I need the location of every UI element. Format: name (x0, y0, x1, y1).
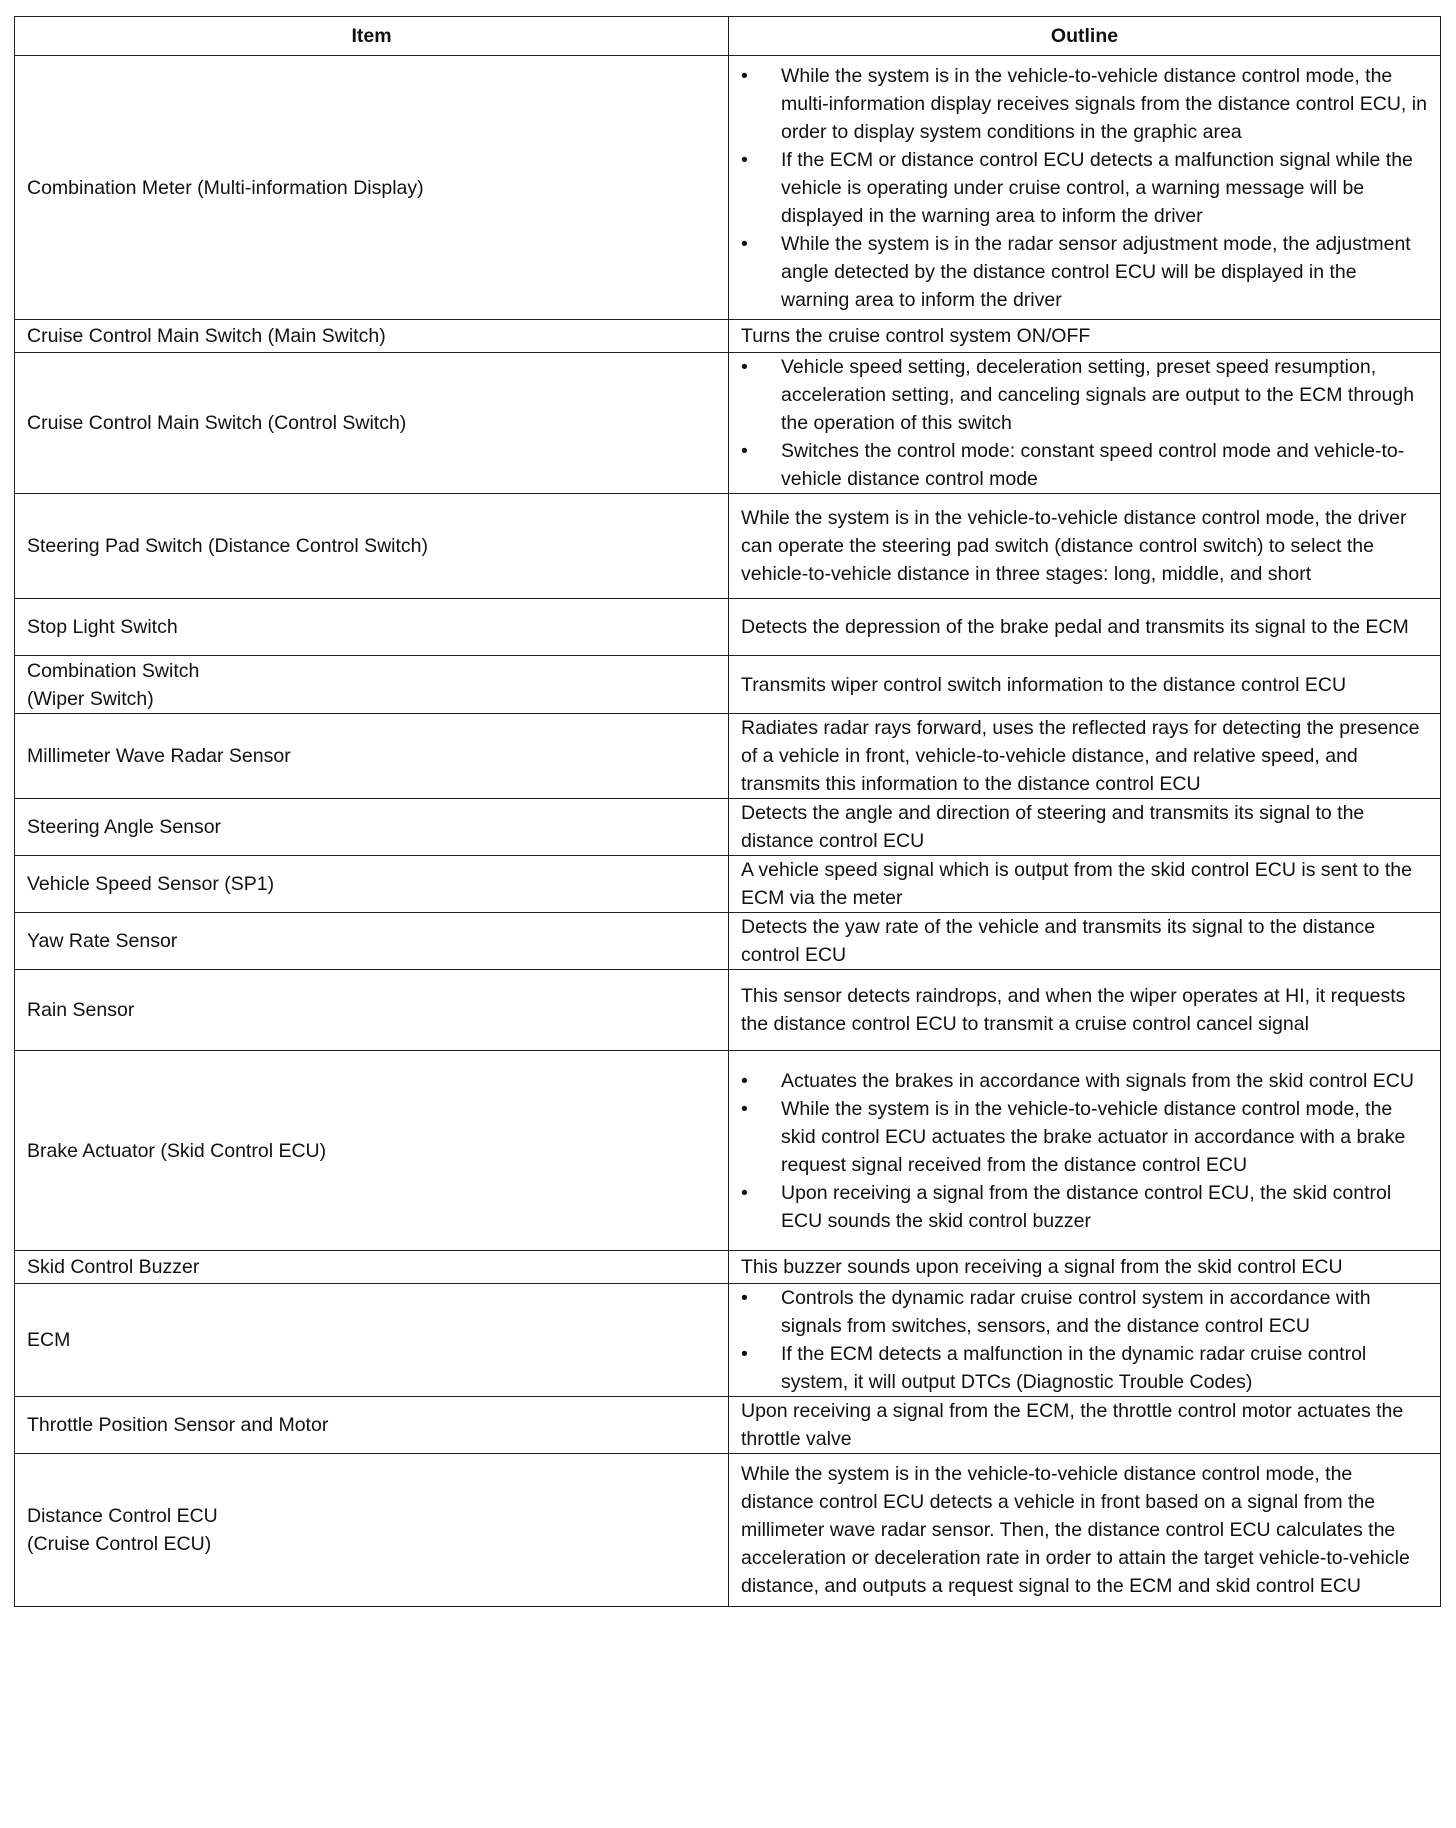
table-row (15, 714, 1441, 799)
outline-cell: This sensor detects raindrops, and when the wiper operates at HI, it requests the distance control ECU to transmit a cruise control cancel signal (729, 970, 1441, 1051)
outline-cell (729, 1051, 1441, 1251)
outline-bullet-item: • Controls the dynamic radar cruise control system in accordance with signals from switches, sensors, and the distance control ECU (741, 1284, 1428, 1340)
outline-cell: Detects the depression of the brake pedal and transmits its signal to the ECM (729, 599, 1441, 656)
outline-cell: Detects the yaw rate of the vehicle and transmits its signal to the distance control ECU (729, 913, 1441, 970)
outline-cell: Detects the angle and direction of steering and transmits its signal to the distance control ECU (729, 799, 1441, 856)
item-cell: Combination Switch (Wiper Switch) (15, 656, 729, 714)
item-cell: Skid Control Buzzer (15, 1251, 729, 1284)
item-cell: Steering Angle Sensor (15, 799, 729, 856)
outline-bullet-item: • If the ECM detects a malfunction in the dynamic radar cruise control system, it will output DTCs (Diagnostic Trouble Codes) (741, 1340, 1428, 1396)
item-cell: Brake Actuator (Skid Control ECU) (15, 1051, 729, 1251)
outline-cell: Upon receiving a signal from the ECM, the throttle control motor actuates the throttle valve (729, 1397, 1441, 1454)
table-row (15, 1397, 1441, 1454)
outline-bullet-item: • If the ECM or distance control ECU detects a malfunction signal while the vehicle is operating under cruise control, a warning message will be displayed in the warning area to inform the driver (741, 146, 1428, 230)
table-row (15, 1454, 1441, 1607)
header-item: Item (15, 17, 729, 56)
table-row (15, 970, 1441, 1051)
item-cell: Cruise Control Main Switch (Control Switch) (15, 353, 729, 494)
table-row (15, 656, 1441, 714)
item-cell: Cruise Control Main Switch (Main Switch) (15, 320, 729, 353)
item-cell: ECM (15, 1284, 729, 1397)
item-cell: Steering Pad Switch (Distance Control Switch) (15, 494, 729, 599)
outline-bullet-list (741, 1067, 1428, 1235)
outline-bullet-item: • While the system is in the radar sensor adjustment mode, the adjustment angle detected by the distance control ECU will be displayed in the warning area to inform the driver (741, 230, 1428, 314)
item-cell: Combination Meter (Multi-information Display) (15, 56, 729, 320)
outline-bullet-list (741, 62, 1428, 314)
outline-cell (729, 1284, 1441, 1397)
outline-cell (729, 56, 1441, 320)
outline-bullet-item: • While the system is in the vehicle-to-vehicle distance control mode, the skid control ECU actuates the brake actuator in accordance with a brake request signal received from the distance control ECU (741, 1095, 1428, 1179)
component-outline-table (14, 16, 1441, 1607)
item-cell: Stop Light Switch (15, 599, 729, 656)
table-row (15, 353, 1441, 494)
outline-cell: While the system is in the vehicle-to-vehicle distance control mode, the driver can operate the steering pad switch (distance control switch) to select the vehicle-to-vehicle distance in three stages: long, middle, and short (729, 494, 1441, 599)
outline-bullet-item: • Actuates the brakes in accordance with signals from the skid control ECU (741, 1067, 1428, 1095)
outline-cell: Turns the cruise control system ON/OFF (729, 320, 1441, 353)
outline-bullet-item: • Switches the control mode: constant speed control mode and vehicle-to-vehicle distance control mode (741, 437, 1428, 493)
table-row (15, 799, 1441, 856)
item-cell: Vehicle Speed Sensor (SP1) (15, 856, 729, 913)
table-row (15, 56, 1441, 320)
outline-bullet-item: • While the system is in the vehicle-to-vehicle distance control mode, the multi-information display receives signals from the distance control ECU, in order to display system conditions in the graphic area (741, 62, 1428, 146)
table-row (15, 856, 1441, 913)
outline-bullet-list (741, 353, 1428, 493)
outline-cell (729, 353, 1441, 494)
outline-bullet-item: • Upon receiving a signal from the distance control ECU, the skid control ECU sounds the skid control buzzer (741, 1179, 1428, 1235)
item-cell: Millimeter Wave Radar Sensor (15, 714, 729, 799)
table-body (15, 56, 1441, 1607)
outline-bullet-list (741, 1284, 1428, 1396)
table-row (15, 913, 1441, 970)
table-row (15, 599, 1441, 656)
outline-cell: While the system is in the vehicle-to-vehicle distance control mode, the distance control ECU detects a vehicle in front based on a signal from the millimeter wave radar sensor. Then, the distance control ECU calculates the acceleration or deceleration rate in order to attain the target vehicle-to-vehicle distance, and outputs a request signal to the ECM and skid control ECU (729, 1454, 1441, 1607)
outline-cell: This buzzer sounds upon receiving a signal from the skid control ECU (729, 1251, 1441, 1284)
item-cell: Yaw Rate Sensor (15, 913, 729, 970)
outline-cell: Transmits wiper control switch information to the distance control ECU (729, 656, 1441, 714)
item-cell: Rain Sensor (15, 970, 729, 1051)
outline-bullet-item: • Vehicle speed setting, deceleration setting, preset speed resumption, acceleration setting, and canceling signals are output to the ECM through the operation of this switch (741, 353, 1428, 437)
table-row (15, 1251, 1441, 1284)
table-row (15, 320, 1441, 353)
header-outline: Outline (729, 17, 1441, 56)
table-row (15, 1284, 1441, 1397)
item-cell: Distance Control ECU (Cruise Control ECU) (15, 1454, 729, 1607)
table-row (15, 494, 1441, 599)
table-header-row (15, 17, 1441, 56)
outline-cell: A vehicle speed signal which is output from the skid control ECU is sent to the ECM via the meter (729, 856, 1441, 913)
table-row (15, 1051, 1441, 1251)
outline-cell: Radiates radar rays forward, uses the reflected rays for detecting the presence of a vehicle in front, vehicle-to-vehicle distance, and relative speed, and transmits this information to the distance control ECU (729, 714, 1441, 799)
item-cell: Throttle Position Sensor and Motor (15, 1397, 729, 1454)
